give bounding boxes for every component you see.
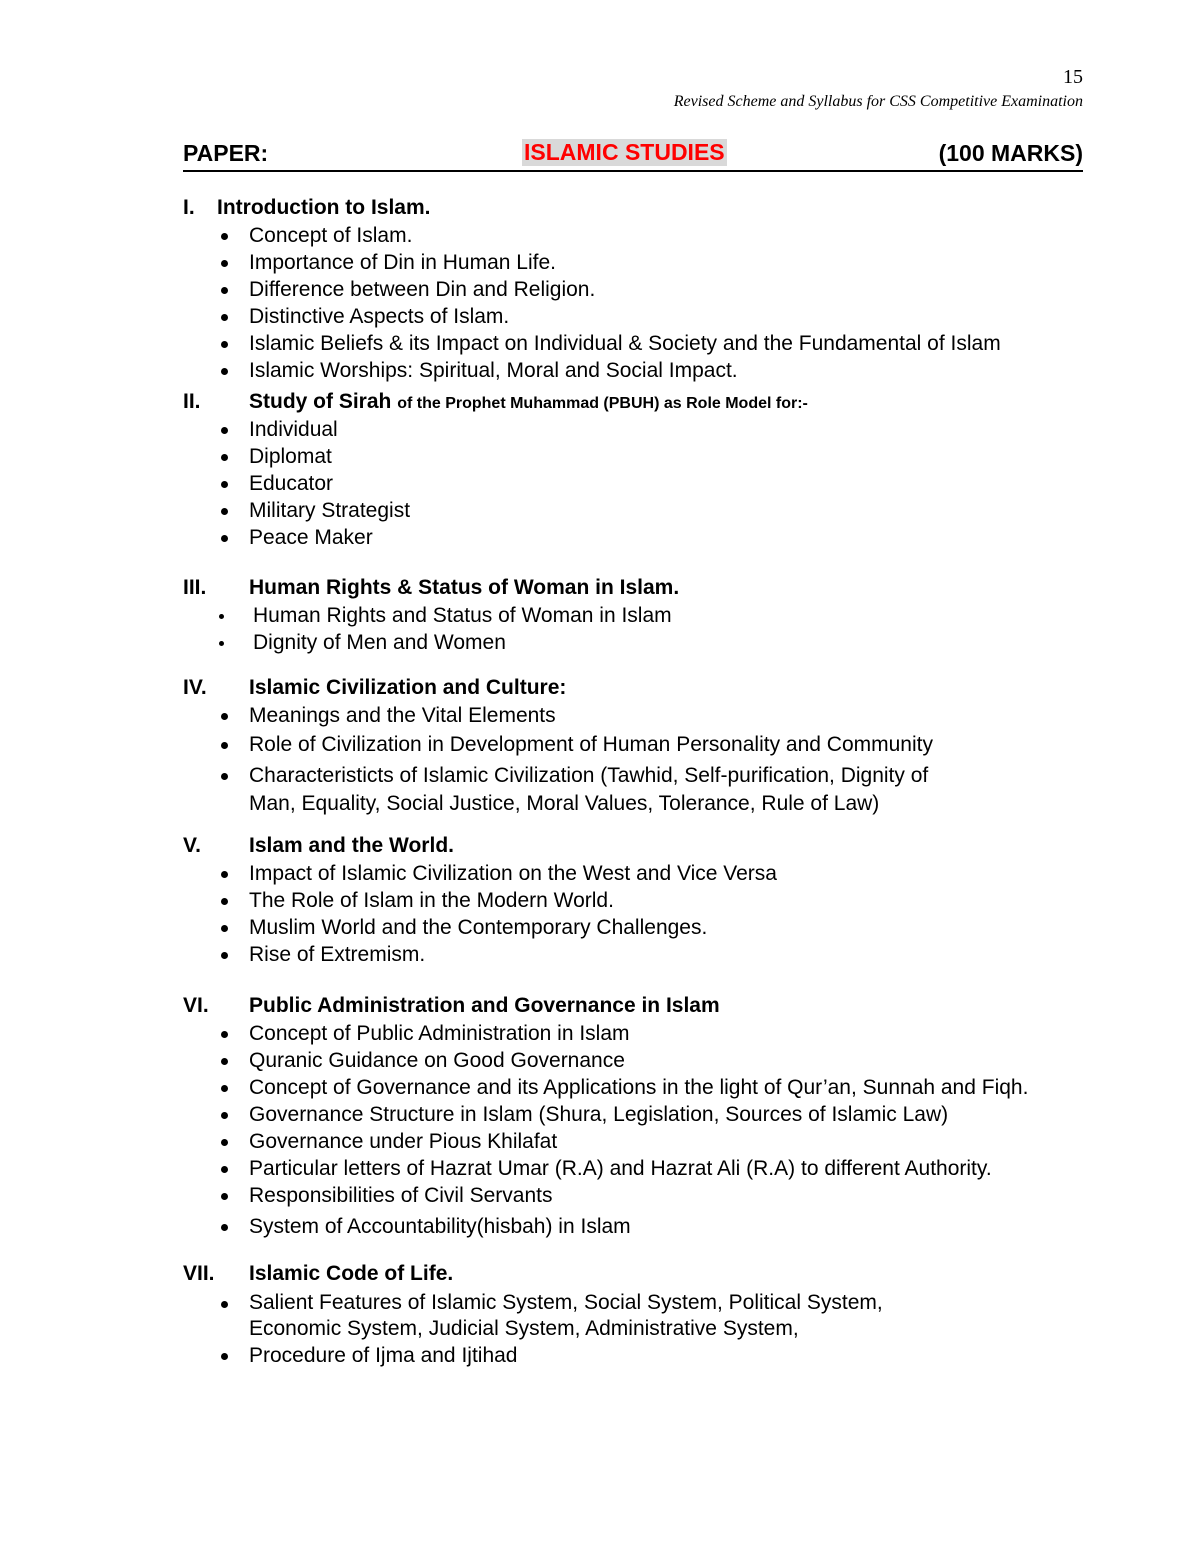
- section-numeral: III.: [183, 576, 207, 599]
- bullet-list: [183, 416, 1083, 551]
- section-6: [183, 992, 1083, 1260]
- section-heading: [183, 194, 1083, 222]
- section-numeral: VII.: [183, 1262, 215, 1285]
- list-item-text: Concept of Public Administration in Islam: [249, 1022, 630, 1045]
- list-item-text: Governance Structure in Islam (Shura, Legislation, Sources of Islamic Law): [249, 1103, 949, 1126]
- section-heading: [183, 574, 1083, 602]
- list-item-text: Islamic Beliefs & its Impact on Individual & Society and the Fundamental of Islam: [249, 332, 1001, 355]
- list-item-text: Responsibilities of Civil Servants: [249, 1184, 553, 1207]
- list-item: [183, 860, 1083, 887]
- paper-label: PAPER:: [183, 140, 269, 166]
- section-title: Public Administration and Governance in Islam: [249, 994, 720, 1017]
- bullet-icon: [219, 641, 224, 646]
- bullet-icon: [221, 233, 228, 240]
- list-item-text: Muslim World and the Contemporary Challenges.: [249, 916, 708, 939]
- bullet-icon: [221, 773, 228, 780]
- bullet-icon: [221, 742, 228, 749]
- bullet-list: [183, 1020, 1083, 1240]
- bullet-list: [183, 602, 1083, 656]
- bullet-icon: [221, 287, 228, 294]
- list-item-text: Procedure of Ijma and Ijtihad: [249, 1344, 518, 1367]
- list-item-text: Characteristicts of Islamic Civilization (Tawhid, Self-purification, Dignity of Man, Equality, Social Justice, Moral Values, Tolerance, Rule of Law): [249, 764, 929, 815]
- section-heading: [183, 992, 1083, 1020]
- bullet-icon: [221, 1058, 228, 1065]
- bullet-icon: [221, 508, 228, 515]
- paper-marks: (100 MARKS): [938, 140, 1083, 166]
- bullet-icon: [221, 454, 228, 461]
- list-item: [183, 941, 1083, 968]
- list-item-text: System of Accountability(hisbah) in Islam: [249, 1215, 631, 1238]
- list-item: [183, 1155, 1083, 1182]
- bullet-icon: [221, 1193, 228, 1200]
- section-title: Human Rights & Status of Woman in Islam.: [249, 576, 680, 599]
- section-title: Introduction to Islam.: [217, 196, 431, 219]
- list-item: [183, 914, 1083, 941]
- bullet-icon: [221, 1139, 228, 1146]
- bullet-icon: [221, 898, 228, 905]
- section-numeral: I.: [183, 196, 195, 219]
- list-item: [183, 1290, 969, 1342]
- section-title: Islam and the World.: [249, 834, 454, 857]
- list-item-text: Peace Maker: [249, 526, 373, 549]
- list-item: [183, 731, 1083, 758]
- list-item: [183, 303, 1083, 330]
- list-item: [183, 602, 1083, 629]
- bullet-icon: [221, 1353, 228, 1360]
- list-item-text: Importance of Din in Human Life.: [249, 251, 556, 274]
- list-item-text: Distinctive Aspects of Islam.: [249, 305, 510, 328]
- list-item-text: Meanings and the Vital Elements: [249, 704, 556, 727]
- list-item: [183, 330, 1083, 357]
- list-item-text: Salient Features of Islamic System, Social System, Political System, Economic System, Judicial System, Administrative System,: [249, 1291, 883, 1340]
- bullet-icon: [221, 925, 228, 932]
- list-item: [183, 762, 969, 818]
- bullet-icon: [221, 341, 228, 348]
- section-5: [183, 832, 1083, 992]
- section-2: [183, 388, 1083, 574]
- list-item: [183, 443, 1083, 470]
- bullet-icon: [219, 614, 224, 619]
- syllabus-content: [183, 194, 1083, 1369]
- bullet-icon: [221, 260, 228, 267]
- section-title: [249, 388, 808, 418]
- bullet-icon: [221, 1166, 228, 1173]
- list-item-text: The Role of Islam in the Modern World.: [249, 889, 614, 912]
- list-item-text: Concept of Islam.: [249, 224, 413, 247]
- list-item-text: Educator: [249, 472, 334, 495]
- section-title-main: Study of Sirah: [249, 390, 392, 413]
- list-item-text: Islamic Worships: Spiritual, Moral and Social Impact.: [249, 359, 738, 382]
- list-item: [183, 249, 1083, 276]
- list-item-text: Quranic Guidance on Good Governance: [249, 1049, 625, 1072]
- section-numeral: V.: [183, 834, 201, 857]
- page-number: 15: [1063, 66, 1083, 88]
- bullet-icon: [221, 1112, 228, 1119]
- section-heading: [183, 674, 1083, 702]
- list-item: [183, 357, 1083, 384]
- list-item-text: Particular letters of Hazrat Umar (R.A) and Hazrat Ali (R.A) to different Authority.: [249, 1157, 992, 1180]
- list-item: [183, 702, 1083, 729]
- list-item-text: Military Strategist: [249, 499, 411, 522]
- bullet-icon: [221, 1301, 228, 1308]
- list-item-text: Difference between Din and Religion.: [249, 278, 596, 301]
- bullet-list: [183, 1290, 1083, 1369]
- list-item: [183, 1047, 1083, 1074]
- section-title: Islamic Civilization and Culture:: [249, 676, 567, 699]
- list-item-text: Role of Civilization in Development of Human Personality and Community: [249, 733, 933, 756]
- paper-title-line: [183, 140, 1083, 172]
- bullet-list: [183, 222, 1083, 384]
- list-item-text: Impact of Islamic Civilization on the West and Vice Versa: [249, 862, 777, 885]
- list-item: [183, 1128, 1083, 1155]
- bullet-icon: [221, 535, 228, 542]
- section-3: [183, 574, 1083, 674]
- list-item: [183, 416, 1083, 443]
- section-heading: [183, 388, 1083, 416]
- list-item: [183, 1101, 1083, 1128]
- list-item: [183, 470, 1083, 497]
- list-item-text: Diplomat: [249, 445, 332, 468]
- bullet-icon: [221, 314, 228, 321]
- section-1: [183, 194, 1083, 388]
- section-4: [183, 674, 1083, 832]
- bullet-icon: [221, 1224, 228, 1231]
- list-item: [183, 887, 1083, 914]
- section-title: Islamic Code of Life.: [249, 1262, 454, 1285]
- list-item: [183, 497, 1083, 524]
- list-item: [183, 222, 1083, 249]
- bullet-icon: [221, 427, 228, 434]
- list-item: [183, 524, 1083, 551]
- running-head: Revised Scheme and Syllabus for CSS Competitive Examination: [673, 93, 1083, 110]
- section-numeral: VI.: [183, 994, 209, 1017]
- list-item: [183, 629, 1083, 656]
- section-heading: [183, 832, 1083, 860]
- bullet-list: [183, 702, 1083, 818]
- bullet-icon: [221, 713, 228, 720]
- list-item: [183, 1020, 1083, 1047]
- list-item: [183, 1074, 1083, 1101]
- list-item: [183, 1213, 1083, 1240]
- list-item-text: Individual: [249, 418, 338, 441]
- list-item: [183, 1342, 1083, 1369]
- paper-title: ISLAMIC STUDIES: [524, 139, 725, 165]
- section-heading: [183, 1260, 1083, 1288]
- bullet-icon: [221, 1031, 228, 1038]
- bullet-icon: [221, 368, 228, 375]
- list-item-text: Human Rights and Status of Woman in Islam: [253, 604, 672, 627]
- section-title-sub: of the Prophet Muhammad (PBUH) as Role Model for:-: [397, 395, 808, 412]
- list-item-text: Concept of Governance and its Applications in the light of Qur’an, Sunnah and Fiqh.: [249, 1076, 1029, 1099]
- section-numeral: II.: [183, 390, 201, 413]
- bullet-list: [183, 860, 1083, 968]
- bullet-icon: [221, 952, 228, 959]
- bullet-icon: [221, 1085, 228, 1092]
- bullet-icon: [221, 481, 228, 488]
- bullet-icon: [221, 871, 228, 878]
- section-numeral: IV.: [183, 676, 207, 699]
- list-item-text: Dignity of Men and Women: [253, 631, 506, 654]
- list-item: [183, 276, 1083, 303]
- list-item-text: Rise of Extremism.: [249, 943, 426, 966]
- section-7: [183, 1260, 1083, 1369]
- list-item: [183, 1182, 1083, 1209]
- list-item-text: Governance under Pious Khilafat: [249, 1130, 558, 1153]
